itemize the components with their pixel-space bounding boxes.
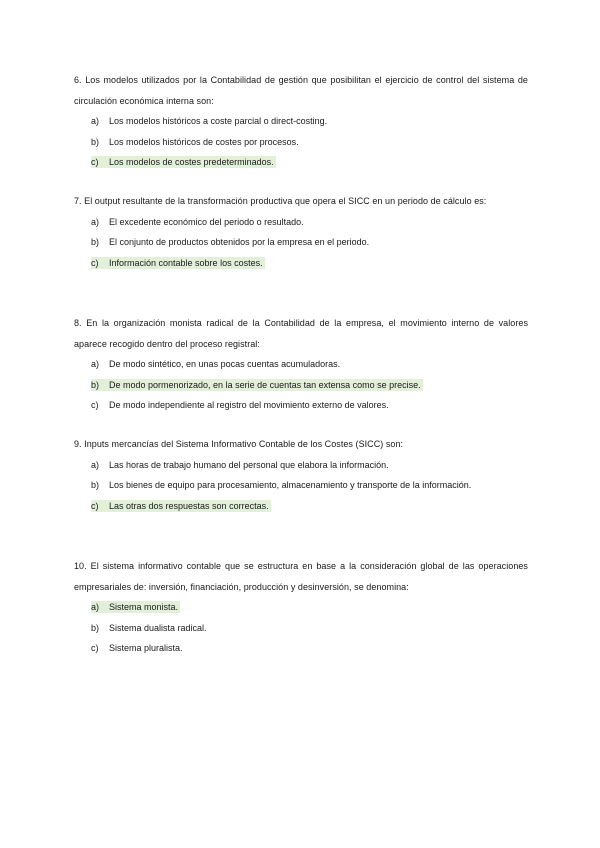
answer-highlight <box>91 379 423 391</box>
option-letter: a) <box>91 602 100 613</box>
option-letter: c) <box>91 257 99 268</box>
options-list <box>74 212 528 274</box>
question-text: 8. En la organización monista radical de la Contabilidad de la empresa, el movimiento interno de valores aparece recogido dentro del proceso registral: <box>74 318 528 349</box>
option-letter: b) <box>91 237 100 248</box>
option-text: De modo sintético, en unas pocas cuentas acumuladoras. <box>109 359 341 370</box>
option-a <box>91 354 528 375</box>
option-a-correct <box>91 597 528 618</box>
option-c <box>91 395 528 416</box>
option-text: Los modelos de costes predeterminados. <box>109 157 274 168</box>
option-a <box>91 455 528 476</box>
options-list <box>74 111 528 173</box>
question-8 <box>74 313 528 416</box>
option-letter: b) <box>91 480 100 491</box>
option-c-correct <box>91 152 528 173</box>
option-text: Sistema dualista radical. <box>109 622 207 633</box>
option-letter: b) <box>91 622 100 633</box>
option-letter: c) <box>91 157 99 168</box>
option-a <box>91 111 528 132</box>
options-list <box>74 354 528 416</box>
options-list <box>74 597 528 659</box>
option-b <box>91 618 528 639</box>
option-text: El excedente económico del periodo o resultado. <box>109 216 304 227</box>
option-text: Las horas de trabajo humano del personal que elabora la información. <box>109 459 389 470</box>
answer-highlight <box>91 257 265 269</box>
option-c <box>91 638 528 659</box>
answer-highlight <box>91 156 276 168</box>
option-b <box>91 132 528 153</box>
question-text: 9. Inputs mercancías del Sistema Informativo Contable de los Costes (SICC) son: <box>74 439 404 449</box>
option-c-correct <box>91 253 528 274</box>
option-text: Los modelos históricos de costes por procesos. <box>109 136 299 147</box>
question-6 <box>74 70 528 173</box>
option-text: El conjunto de productos obtenidos por la empresa en el periodo. <box>109 237 370 248</box>
question-text: 10. El sistema informativo contable que se estructura en base a la consideración global de las operaciones empresariales de: inversión, financiación, producción y desinversión, se denomina: <box>74 561 528 592</box>
option-c-correct <box>91 496 528 517</box>
option-b <box>91 232 528 253</box>
option-text: Los modelos históricos a coste parcial o direct-costing. <box>109 116 328 127</box>
answer-highlight <box>91 500 271 512</box>
question-9 <box>74 434 528 516</box>
option-b <box>91 475 528 496</box>
option-letter: c) <box>91 400 99 411</box>
option-letter: a) <box>91 359 100 370</box>
option-letter: a) <box>91 216 100 227</box>
option-b-correct <box>91 375 528 396</box>
question-text: 6. Los modelos utilizados por la Contabilidad de gestión que posibilitan el ejercicio de control del sistema de circulación económica interna son: <box>74 75 528 106</box>
option-text: Sistema monista. <box>109 602 179 613</box>
option-text: Información contable sobre los costes. <box>109 257 263 268</box>
option-text: De modo independiente al registro del movimiento externo de valores. <box>109 400 389 411</box>
question-10 <box>74 556 528 659</box>
option-letter: c) <box>91 643 99 654</box>
option-letter: c) <box>91 500 99 511</box>
answer-highlight <box>91 601 180 613</box>
option-text: Las otras dos respuestas son correctas. <box>109 500 269 511</box>
option-text: Los bienes de equipo para procesamiento, almacenamiento y transporte de la información. <box>109 480 472 491</box>
option-text: De modo pormenorizado, en la serie de cuentas tan extensa como se precise. <box>109 379 421 390</box>
option-letter: b) <box>91 379 100 390</box>
question-text: 7. El output resultante de la transformación productiva que opera el SICC en un periodo de cálculo es: <box>74 196 487 206</box>
option-a <box>91 212 528 233</box>
option-letter: b) <box>91 136 100 147</box>
option-letter: a) <box>91 459 100 470</box>
question-7 <box>74 191 528 273</box>
options-list <box>74 455 528 517</box>
option-text: Sistema pluralista. <box>109 643 183 654</box>
option-letter: a) <box>91 116 100 127</box>
